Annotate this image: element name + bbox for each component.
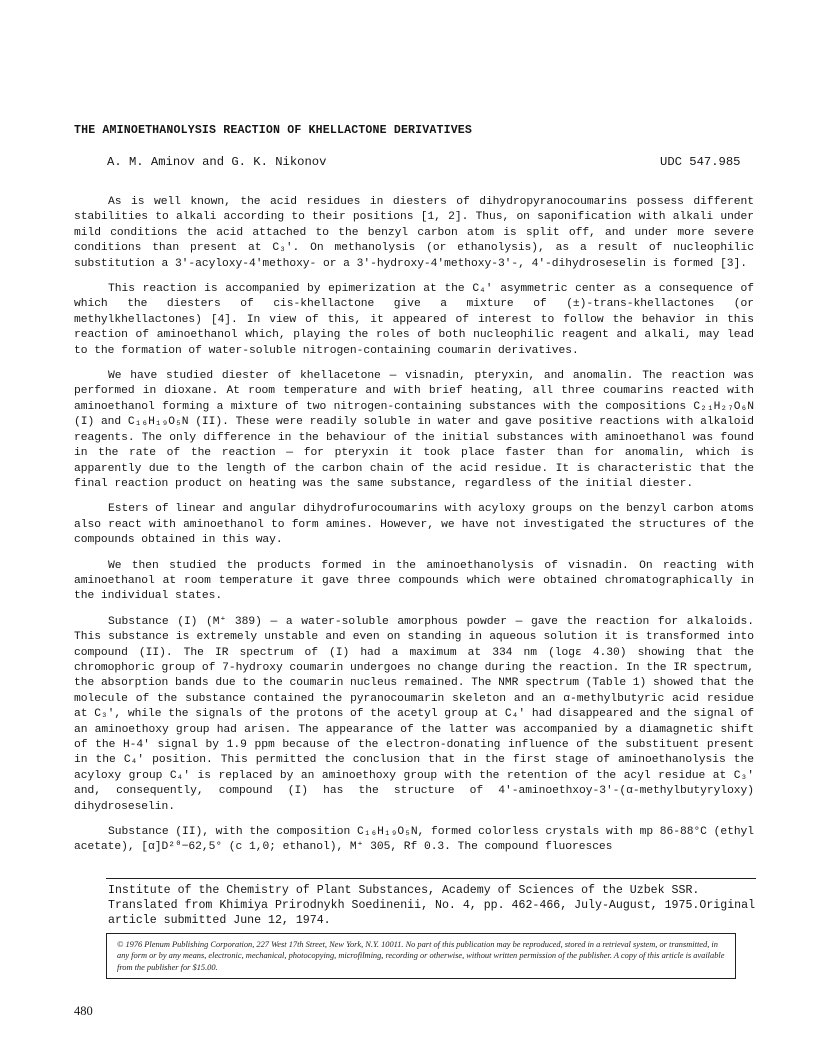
paragraph: We then studied the products formed in the aminoethanolysis of visnadin. On reacting with aminoethanol at room temperature it gave three compounds which were obtained chromatographically in the individual states. [74,559,754,603]
paragraph: We have studied diester of khellacetone — visnadin, pteryxin, and anomalin. The reaction was performed in dioxane. At room temperature and with brief heating, all three coumarins reacted with aminoethanol forming a mixture of two nitrogen-containing substances with the compositions C₂₁H₂₇O₆N (I) and C₁₆H₁₉O₅N (II). These were readily soluble in water and gave positive reactions with alkaloid reagents. The only difference in the behaviour of the initial substances with aminoethanol was found in the rate of the reaction — for pteryxin it took place faster than for anomalin, which is apparently due to the length of the carbon chain of the acid residue. It is characteristic that the final reaction product on heating was the same substance, regardless of the initial diester. [74,370,754,490]
page-number: 480 [74,1004,93,1018]
copyright-notice: © 1976 Plenum Publishing Corporation, 227 West 17th Street, New York, N.Y. 10011. No part of this publication may be reproduced, stored in a retrieval system, or transmitted, in any form or by any means, electronic, mechanical, photocopying, microfilming, recording or otherwise, without written permission of the publisher. A copy of this article is available from the publisher for $15.00. [106,933,736,979]
paragraph: Substance (I) (M⁺ 389) — a water-soluble amorphous powder — gave the reaction for alkaloids. This substance is extremely unstable and even on standing in aqueous solution it is transformed into compound (II). The IR spectrum of (I) had a maximum at 334 nm (logε 4.30) showing that the chromophoric group of 7-hydroxy coumarin undergoes no change during the reaction. In the IR spectrum, the absorption bands due to the coumarin nucleus remained. The NMR spectrum (Table 1) showed that the molecule of the substance contained the pyranocoumarin skeleton and an α-methylbutyric acid residue at C₃', while the signals of the protons of the acetyl group at C₄' had disappeared and the signal of an aminoethoxy group had arisen. The appearance of the latter was accompanied by a diamagnetic shift of the H-4' signal by 1.9 ppm because of the electron-donating influence of the substituent present in the C₄' position. This permitted the conclusion that in the first stage of aminoethanolysis the acyloxy group C₄' is replaced by an aminoethoxy group with the retention of the acyl residue at C₃' and, consequently, compound (I) has the structure of 4'-aminoethxoy-3'-(α-methylbutyryloxy) dihydroseselin. [74,615,754,813]
paragraph: This reaction is accompanied by epimerization at the C₄' asymmetric center as a consequence of which the diesters of cis-khellactone give a mixture of (±)-trans-khellactones (or methylkhellactones) [4]. In view of this, it appeared of interest to follow the behavior in this reaction of aminoethanol which, playing the roles of both nucleophilic reagent and alkali, may lead to the formation of water-soluble nitrogen-containing coumarin derivatives. [74,283,754,357]
udc-code: UDC 547.985 [660,155,741,169]
article-authors: A. M. Aminov and G. K. Nikonov [107,155,327,169]
footnote-divider [106,878,756,879]
article-body [74,195,754,866]
paragraph: Esters of linear and angular dihydrofurocoumarins with acyloxy groups on the benzyl carbon atoms also react with aminoethanol to form amines. However, we have not investigated the structures of the compounds obtained in this way. [74,503,755,547]
paragraph: As is well known, the acid residues in diesters of dihydropyranocoumarins possess different stabilities to alkali according to their positions [1, 2]. Thus, on saponification with alkali under mild conditions the acid attached to the benzyl carbon atom is split off, and under more severe conditions than present at C₃'. On methanolysis (or ethanolysis), as a result of nucleophilic substitution a 3'-acyloxy-4'methoxy- or a 3'-hydroxy-4'methoxy-3'-, 4'-dihydroseselin is formed [3]. [74,196,754,270]
article-title: THE AMINOETHANOLYSIS REACTION OF KHELLACTONE DERIVATIVES [74,124,473,137]
affiliation-footnote: Institute of the Chemistry of Plant Substances, Academy of Sciences of the Uzbek SSR. Translated from Khimiya Prirodnykh Soedinenii, No. 4, pp. 462-466, July-August, 1975.Original article submitted June 12, 1974. [108,884,756,928]
paragraph: Substance (II), with the composition C₁₆H₁₉O₅N, formed colorless crystals with mp 86-88°C (ethyl acetate), [α]D²⁰−62,5° (c 1,0; ethanol), M⁺ 305, Rf 0.3. The compound fluoresces [74,826,755,854]
